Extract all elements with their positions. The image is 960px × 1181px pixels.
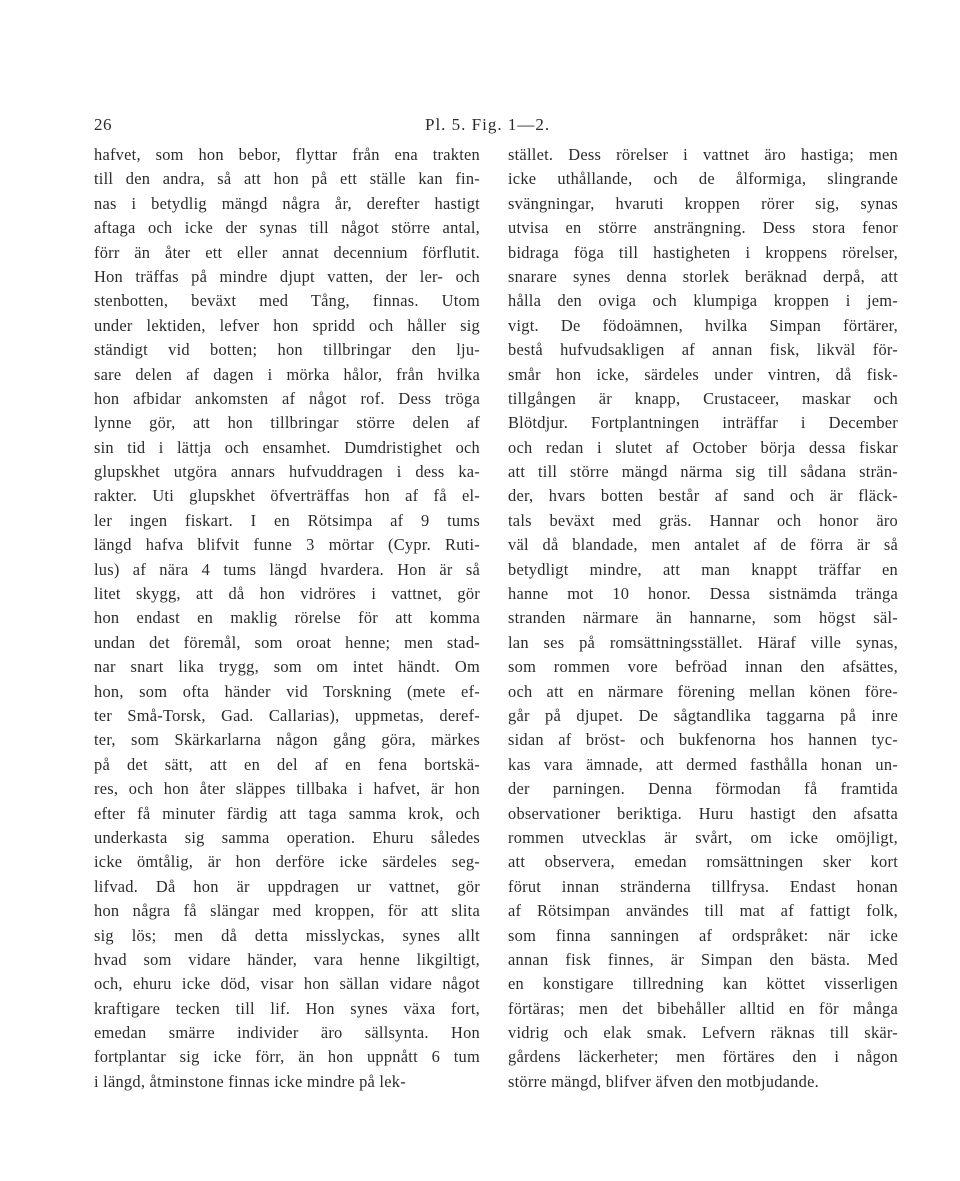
text-line: litet skygg, att då hon vidröres i vattnet, gör (94, 584, 480, 604)
text-line: längd hafva blifvit funne 3 mörtar (Cypr. Ruti- (94, 535, 480, 555)
text-line: sare delen af dagen i mörka hålor, från hvilka (94, 364, 480, 384)
text-line: hon afbidar ankomsten af något rof. Dess tröga (94, 388, 480, 408)
left-text-column (94, 143, 480, 1094)
text-line: hanne mot 10 honor. Dessa sistnämda tränga (508, 584, 898, 604)
right-text-column (508, 143, 898, 1094)
text-line: stranden närmare än hannarne, som högst säl- (508, 608, 898, 628)
text-line: på det sätt, att en del af en fena bortskä- (94, 754, 480, 774)
text-line: tillgången är knapp, Crustaceer, maskar och (508, 388, 898, 408)
text-line: att till större mängd närma sig till sådana strän- (508, 462, 898, 482)
text-line: som rommen vore befröad innan den afsättes, (508, 657, 898, 677)
text-line: der parningen. Denna förmodan få framtida (508, 779, 898, 799)
text-line: lus) af nära 4 tums längd hvardera. Hon är så (94, 559, 480, 579)
text-line: vidrig och elak smak. Lefvern räknas till skär- (508, 1023, 898, 1043)
text-line: en konstigare tillredning kan köttet visserligen (508, 974, 898, 994)
text-line: snarare synes denna storlek beräknad derpå, att (508, 266, 898, 286)
text-line: Hon träffas på mindre djupt vatten, der ler- och (94, 266, 480, 286)
text-line: ler ingen fiskart. I en Rötsimpa af 9 tums (94, 510, 480, 530)
text-line: lifvad. Då hon är uppdragen ur vattnet, gör (94, 876, 480, 896)
text-line: väl då blandade, men antalet af de förra är så (508, 535, 898, 555)
text-line: lan ses på romsättningsstället. Häraf ville synas, (508, 632, 898, 652)
text-line: går på djupet. De sågtandlika taggarna på inre (508, 705, 898, 725)
text-line: ständigt vid botten; hon tillbringar den lju- (94, 340, 480, 360)
text-line: bestå hufvudsakligen af annan fisk, likväl för- (508, 340, 898, 360)
text-line: kraftigare tecken till lif. Hon synes växa fort, (94, 998, 480, 1018)
text-line: förut innan stränderna tillfrysa. Endast honan (508, 876, 898, 896)
text-line: stället. Dess rörelser i vattnet äro hastiga; men (508, 145, 898, 164)
text-line: ter Små-Torsk, Gad. Callarias), uppmetas, deref- (94, 705, 480, 725)
text-line: sidan af bröst- och bukfenorna hos hannen tyc- (508, 730, 898, 750)
text-line: nar snart lika trygg, som om intet händt. Om (94, 657, 480, 677)
text-line: annan fisk finnes, är Simpan den bästa. Med (508, 949, 898, 969)
text-line: hafvet, som hon bebor, flyttar från ena trakten (94, 145, 480, 164)
text-line: smår hon icke, särdeles under vintren, då fisk- (508, 364, 898, 384)
text-line: res, och hon åter släppes tillbaka i hafvet, är hon (94, 779, 480, 799)
text-line: betydligt mindre, att man knappt träffar en (508, 559, 898, 579)
text-line: förtäras; men det bibehåller alltid en för många (508, 998, 898, 1018)
text-line: ter, som Skärkarlarna någon gång göra, märkes (94, 730, 480, 750)
text-line: hvad som vidare händer, vara henne likgiltigt, (94, 949, 480, 969)
text-line: till den andra, så att hon på ett ställe kan fin- (94, 169, 480, 189)
text-line: utvisa en större ansträngning. Dess stora fenor (508, 218, 898, 238)
text-line: lynne gör, att hon tillbringar större delen af (94, 413, 480, 433)
text-line: der, hvars botten består af sand och är fläck- (508, 486, 898, 506)
text-line: hon endast en maklig rörelse för att komma (94, 608, 480, 628)
text-line: observationer beriktiga. Huru hastigt den afsatta (508, 803, 898, 823)
text-line: kas vara ämnade, att dermed fasthålla honan un- (508, 754, 898, 774)
text-line: rakter. Uti glupskhet öfverträffas hon af få el- (94, 486, 480, 506)
text-line: icke ömtålig, är hon derföre icke särdeles seg- (94, 852, 480, 872)
text-line: hon, som ofta händer vid Torskning (mete ef- (94, 681, 480, 701)
text-line: fortplantar sig icke förr, än hon uppnått 6 tum (94, 1047, 480, 1067)
text-line: stenbotten, beväxt med Tång, finnas. Utom (94, 291, 480, 311)
text-line: bidraga föga till hastigheten i kroppens rörelser, (508, 242, 898, 262)
text-line: nas i betydlig mängd några år, derefter hastigt (94, 193, 480, 213)
text-line: vigt. De födoämnen, hvilka Simpan förtärer, (508, 315, 898, 335)
text-line: och, ehuru icke död, visar hon sällan vidare något (94, 974, 480, 994)
text-line: underkasta sig samma operation. Ehuru således (94, 827, 480, 847)
text-line: större mängd, blifver äfven den motbjudande. (508, 1071, 819, 1091)
running-head: Pl. 5. Fig. 1—2. (425, 115, 551, 134)
text-line: hålla den oviga och klumpiga kroppen i jem- (508, 291, 898, 311)
text-line: glupskhet utgöra annars hufvuddragen i dess ka- (94, 462, 480, 482)
text-line: som finna sanningen af ordspråket: när icke (508, 925, 898, 945)
text-line: hon några få slängar med kroppen, för att slita (94, 901, 480, 921)
text-line: undan det föremål, som oroat henne; men stad- (94, 632, 480, 652)
text-line: sig lös; men då detta misslyckas, synes allt (94, 925, 480, 945)
text-line: efter få minuter färdig att taga samma krok, och (94, 803, 480, 823)
text-line: emedan smärre individer äro sällsynta. Hon (94, 1023, 480, 1043)
page-number: 26 (94, 115, 112, 134)
text-line: Blötdjur. Fortplantningen inträffar i December (508, 413, 898, 433)
text-line: af Rötsimpan användes till mat af fattigt folk, (508, 901, 898, 921)
text-line: icke uthållande, och de ålformiga, slingrande (508, 169, 898, 189)
text-line: svängningar, hvaruti kroppen rörer sig, synas (508, 193, 898, 213)
text-line: förr än åter ett eller annat decennium förflutit. (94, 242, 480, 262)
text-line: och att en närmare förening mellan könen före- (508, 681, 898, 701)
text-line: aftaga och icke der synas till något större antal, (94, 218, 480, 238)
text-line: att observera, emedan romsättningen sker kort (508, 852, 898, 872)
text-line: rommen utvecklas är svårt, om icke omöjligt, (508, 827, 898, 847)
text-line: gårdens läckerheter; men förtäres den i någon (508, 1047, 898, 1067)
text-line: sin tid i lättja och ensamhet. Dumdristighet och (94, 437, 480, 457)
text-line: och redan i slutet af October börja dessa fiskar (508, 437, 898, 457)
text-line: tals beväxt med gräs. Hannar och honor äro (508, 510, 898, 530)
text-line: i längd, åtminstone finnas icke mindre på lek- (94, 1071, 406, 1091)
text-line: under lektiden, lefver hon spridd och håller sig (94, 315, 480, 335)
